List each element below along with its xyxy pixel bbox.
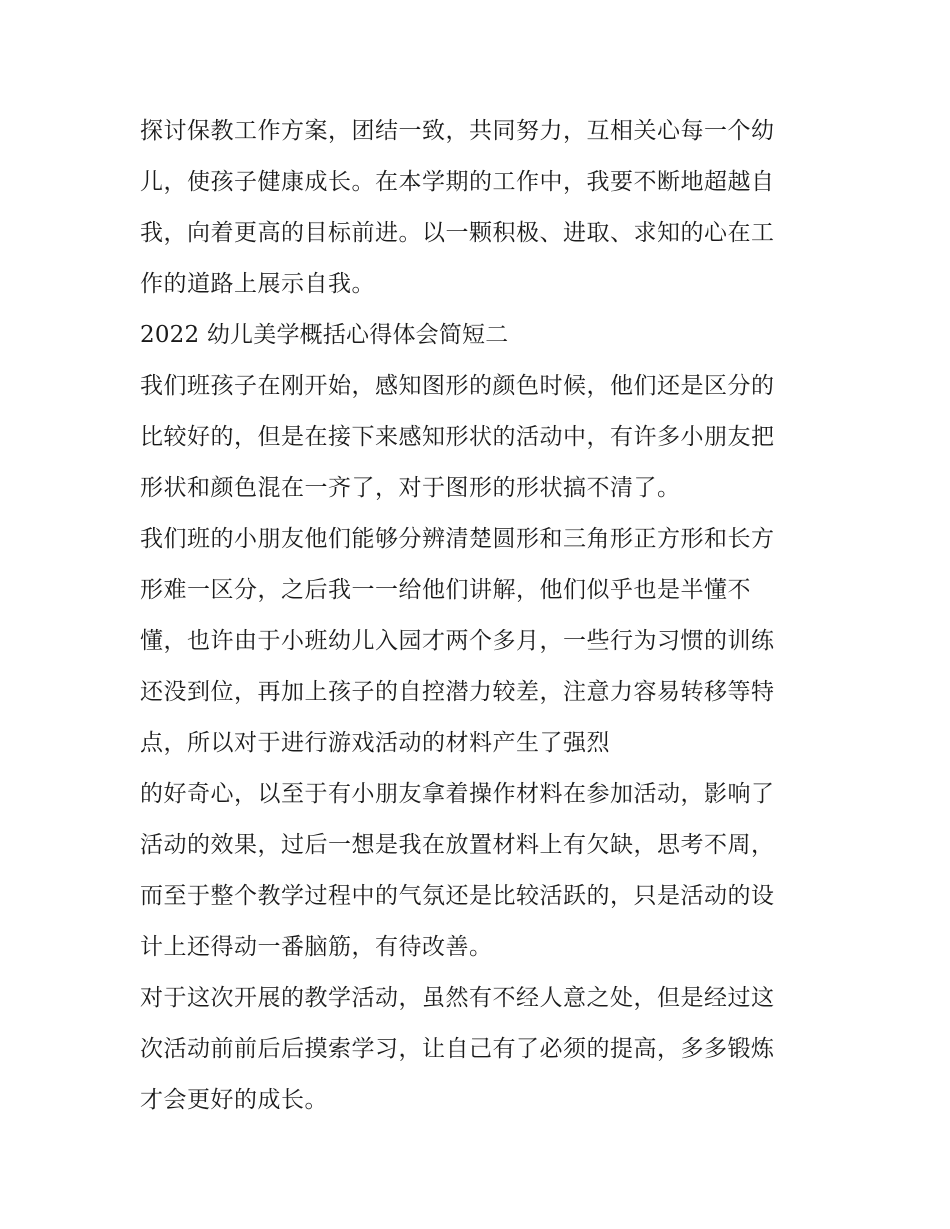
text-line: 活动的效果，过后一想是我在放置材料上有欠缺，思考不周， [140,832,775,858]
text-line: 儿，使孩子健康成长。在本学期的工作中，我要不断地超越自 [140,169,775,195]
text-line: 才会更好的成长。 [140,1087,328,1113]
text-line: 懂，也许由于小班幼儿入园才两个多月，一些行为习惯的训练 [140,628,775,654]
text-line: 形难一区分，之后我一一给他们讲解，他们似乎也是半懂不 [140,577,751,603]
section-heading: 2022 幼儿美学概括心得体会简短二 [140,322,509,348]
text-line: 比较好的，但是在接下来感知形状的活动中，有许多小朋友把 [140,424,775,450]
text-line: 我，向着更高的目标前进。以一颗积极、进取、求知的心在工 [140,220,775,246]
text-line: 探讨保教工作方案，团结一致，共同努力，互相关心每一个幼 [140,118,775,144]
text-line: 还没到位，再加上孩子的自控潜力较差，注意力容易转移等特 [140,679,775,705]
text-line: 我们班的小朋友他们能够分辨清楚圆形和三角形正方形和长方 [140,526,775,552]
text-line: 点，所以对于进行游戏活动的材料产生了强烈 [140,730,610,756]
text-line: 对于这次开展的教学活动，虽然有不经人意之处，但是经过这 [140,985,775,1011]
document-body [140,106,820,1126]
text-line: 我们班孩子在刚开始，感知图形的颜色时候，他们还是区分的 [140,373,775,399]
text-line: 的好奇心，以至于有小朋友拿着操作材料在参加活动，影响了 [140,781,775,807]
text-line: 形状和颜色混在一齐了，对于图形的形状搞不清了。 [140,475,681,501]
text-line: 计上还得动一番脑筋，有待改善。 [140,934,493,960]
text-line: 而至于整个教学过程中的气氛还是比较活跃的，只是活动的设 [140,883,775,909]
text-line: 次活动前前后后摸索学习，让自己有了必须的提高，多多锻炼 [140,1036,775,1062]
text-line: 作的道路上展示自我。 [140,271,375,297]
